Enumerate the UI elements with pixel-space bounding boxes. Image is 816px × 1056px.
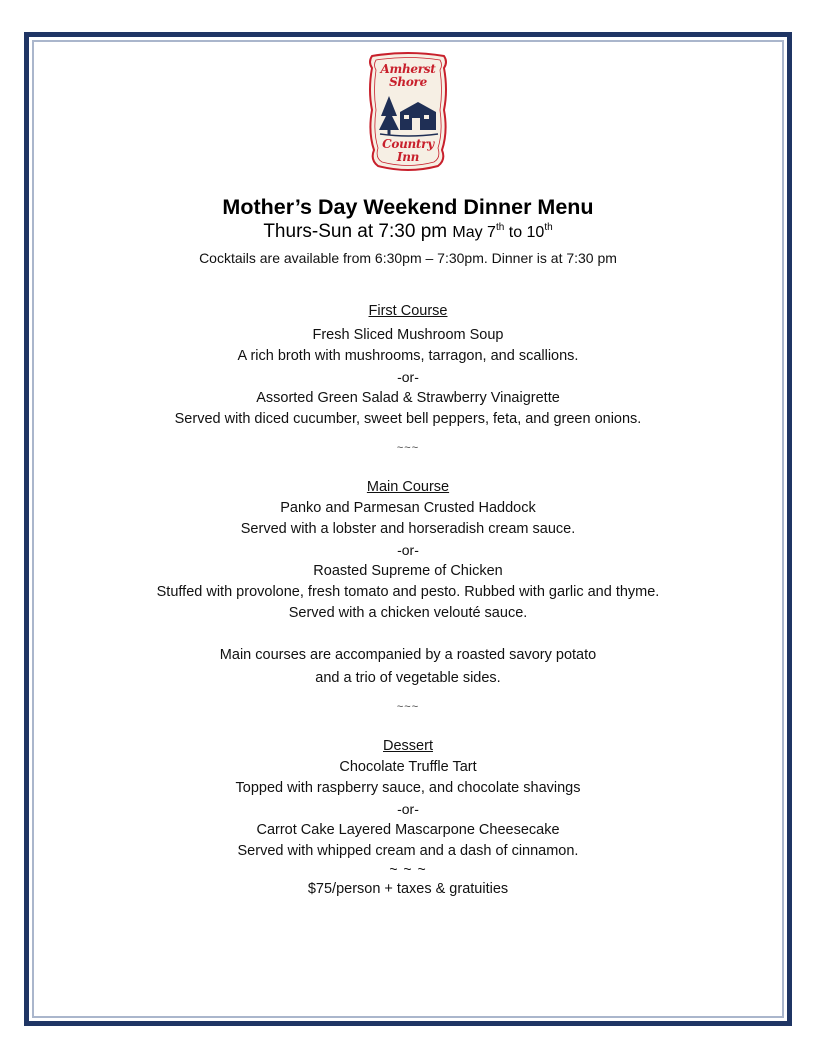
menu-content xyxy=(40,50,776,900)
date-end: to 10 xyxy=(504,224,545,241)
separator-3: ~ ~ ~ xyxy=(389,861,427,877)
main-course-dish-1: Panko and Parmesan Crusted Haddock xyxy=(280,500,536,516)
main-course-note-2: and a trio of vegetable sides. xyxy=(315,670,501,686)
logo-text-country: Country xyxy=(382,137,434,151)
menu-subtitle xyxy=(40,220,776,245)
main-course-heading: Main Course xyxy=(366,479,450,495)
dessert-dish-2: Carrot Cake Layered Mascarpone Cheesecake xyxy=(256,822,560,838)
dessert-desc-2: Served with whipped cream and a dash of cinnamon. xyxy=(237,843,579,859)
main-course-note-1: Main courses are accompanied by a roasted savory potato xyxy=(219,647,597,663)
subtitle-time: Thurs-Sun at 7:30 pm xyxy=(263,221,448,242)
first-course-or: -or- xyxy=(397,369,419,385)
inn-logo xyxy=(362,50,454,172)
first-course-desc-2: Served with diced cucumber, sweet bell peppers, feta, and green onions. xyxy=(174,411,642,427)
first-course-desc-1: A rich broth with mushrooms, tarragon, and scallions. xyxy=(237,348,579,364)
first-course-heading: First Course xyxy=(368,303,448,319)
date-start-suffix: th xyxy=(495,222,505,233)
main-course-desc-2b: Served with a chicken velouté sauce. xyxy=(288,605,528,621)
subtitle-dates xyxy=(452,224,552,241)
logo-text-amherst: Amherst xyxy=(380,62,436,76)
dessert-desc-1: Topped with raspberry sauce, and chocolate shavings xyxy=(235,780,581,796)
logo-text-inn: Inn xyxy=(396,150,420,164)
first-course-dish-1: Fresh Sliced Mushroom Soup xyxy=(312,327,504,343)
dessert-dish-1: Chocolate Truffle Tart xyxy=(339,759,477,775)
main-course-dish-2: Roasted Supreme of Chicken xyxy=(313,563,503,579)
date-start: May 7 xyxy=(452,224,496,241)
first-course-dish-2: Assorted Green Salad & Strawberry Vinaigrette xyxy=(256,390,560,406)
cocktails-note: Cocktails are available from 6:30pm – 7:30pm. Dinner is at 7:30 pm xyxy=(199,250,617,266)
price-line: $75/person + taxes & gratuities xyxy=(307,881,509,897)
main-course-desc-1: Served with a lobster and horseradish cream sauce. xyxy=(240,521,576,537)
dessert-heading: Dessert xyxy=(383,738,433,754)
date-end-suffix: th xyxy=(544,222,553,233)
separator-1: ~~~ xyxy=(396,442,420,454)
main-course-or: -or- xyxy=(397,542,419,558)
separator-2: ~~~ xyxy=(396,701,420,713)
dessert-or: -or- xyxy=(397,801,419,817)
menu-title: Mother’s Day Weekend Dinner Menu xyxy=(222,195,594,219)
logo-text-shore: Shore xyxy=(389,75,427,89)
main-course-desc-2a: Stuffed with provolone, fresh tomato and pesto. Rubbed with garlic and thyme. xyxy=(156,584,660,600)
